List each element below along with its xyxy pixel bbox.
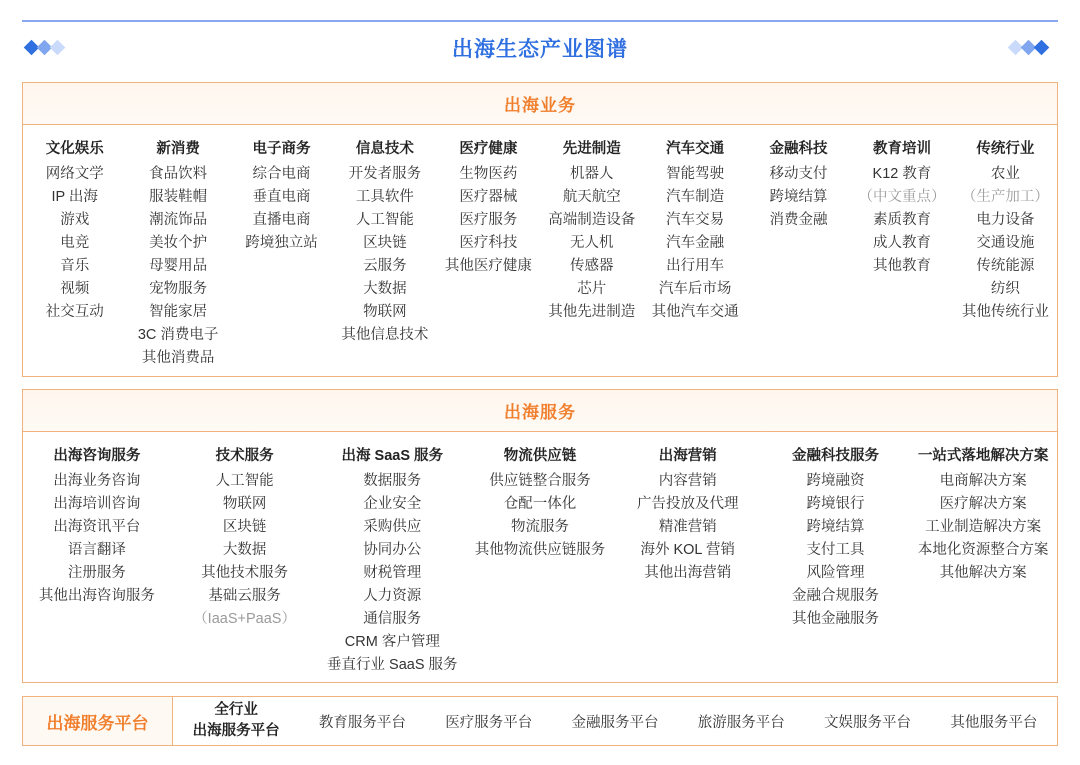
category-item: 采购供应	[363, 519, 422, 535]
platform-items	[173, 697, 1057, 745]
category-item: 其他教育	[872, 258, 931, 274]
category-item: 出海业务咨询	[53, 473, 141, 489]
category-heading: 新消费	[156, 141, 200, 157]
category-item: 医疗器械	[459, 189, 518, 205]
category-item: 视频	[60, 281, 90, 297]
category-item: 智能家居	[149, 304, 208, 320]
services-columns	[23, 432, 1057, 677]
category-heading: 物流供应链	[503, 448, 577, 464]
category-item-note: （IaaS+PaaS）	[193, 611, 296, 627]
category-item: 芯片	[577, 281, 607, 297]
category-item: 工业制造解决方案	[925, 519, 1042, 535]
category-heading: 出海咨询服务	[53, 448, 141, 464]
category-item: 基础云服务	[208, 588, 281, 604]
category-item: 医疗科技	[459, 235, 518, 251]
category-item: 出海培训咨询	[53, 496, 141, 512]
category-item: 物联网	[222, 496, 267, 512]
category-item: 通信服务	[363, 611, 422, 627]
category-item: 消费金融	[769, 212, 828, 228]
category-item: 仓配一体化	[503, 496, 577, 512]
category-item: 协同办公	[363, 542, 422, 558]
category-column	[954, 135, 1057, 370]
business-columns	[23, 125, 1057, 370]
category-heading: 文化娱乐	[45, 141, 104, 157]
category-item: 出海资讯平台	[53, 519, 141, 535]
category-item: 云服务	[363, 258, 407, 274]
category-column	[437, 135, 540, 370]
category-item: 网络文学	[45, 166, 104, 182]
category-item: 生物医药	[459, 166, 518, 182]
category-item-note: （中文重点）	[858, 189, 946, 205]
category-item: 航天航空	[562, 189, 621, 205]
category-column	[466, 442, 614, 677]
category-item: 风险管理	[806, 565, 865, 581]
category-item: 金融合规服务	[791, 588, 879, 604]
business-section-header	[23, 83, 1057, 125]
header-rule	[22, 20, 1058, 22]
platform-section	[22, 696, 1058, 746]
platform-item: 其他服务平台	[950, 714, 1038, 731]
business-section	[22, 82, 1058, 377]
category-item: 跨境独立站	[245, 235, 318, 251]
category-item: 机器人	[569, 166, 614, 182]
category-heading: 教育培训	[872, 141, 931, 157]
category-column	[850, 135, 953, 370]
category-item: 跨境银行	[806, 496, 865, 512]
category-item: 语言翻译	[67, 542, 126, 558]
category-item: 汽车金融	[666, 235, 725, 251]
category-item: 人工智能	[215, 473, 274, 489]
category-item: 数据服务	[363, 473, 422, 489]
category-item: 汽车制造	[666, 189, 725, 205]
category-item: 海外 KOL 营销	[640, 542, 735, 558]
category-column	[614, 442, 762, 677]
category-item: K12 教育	[872, 166, 932, 182]
category-item: 直播电商	[252, 212, 311, 228]
category-item: 素质教育	[872, 212, 931, 228]
category-column	[23, 135, 126, 370]
category-item: 美妆个护	[149, 235, 208, 251]
category-item: 精准营销	[658, 519, 717, 535]
business-section-title: 出海业务	[504, 96, 576, 115]
category-item: 其他汽车交通	[651, 304, 739, 320]
category-item: 其他传统行业	[961, 304, 1049, 320]
category-column	[318, 442, 466, 677]
category-item: 游戏	[60, 212, 90, 228]
category-item: 音乐	[60, 258, 90, 274]
category-item: CRM 客户管理	[344, 634, 440, 650]
category-item: 母婴用品	[149, 258, 208, 274]
category-column	[333, 135, 436, 370]
category-item: 广告投放及代理	[636, 496, 739, 512]
category-heading: 一站式落地解决方案	[917, 448, 1049, 464]
category-item: 3C 消费电子	[137, 327, 219, 343]
category-column	[540, 135, 643, 370]
category-heading: 电子商务	[252, 141, 311, 157]
category-column	[643, 135, 746, 370]
category-heading: 先进制造	[562, 141, 621, 157]
diamond-decoration-right	[1010, 41, 1047, 53]
category-item: 其他解决方案	[939, 565, 1027, 581]
category-item: 垂直电商	[252, 189, 311, 205]
category-item: 综合电商	[252, 166, 311, 182]
category-column	[23, 442, 171, 677]
category-item: 跨境结算	[769, 189, 828, 205]
category-item: 大数据	[222, 542, 267, 558]
category-item: 医疗服务	[459, 212, 518, 228]
category-item: 电竞	[60, 235, 90, 251]
category-item: 跨境融资	[806, 473, 865, 489]
category-item: 本地化资源整合方案	[917, 542, 1049, 558]
category-item: 其他金融服务	[791, 611, 879, 627]
category-item: 无人机	[569, 235, 614, 251]
category-item: 其他信息技术	[341, 327, 429, 343]
platform-item-all-industries	[173, 700, 299, 742]
category-heading: 医疗健康	[459, 141, 518, 157]
page-title: 出海生态产业图谱	[452, 38, 628, 61]
category-item: 智能驾驶	[666, 166, 725, 182]
category-item: 注册服务	[67, 565, 126, 581]
services-section	[22, 389, 1058, 683]
category-item: 移动支付	[769, 166, 828, 182]
category-item: 大数据	[363, 281, 407, 297]
platform-item: 医疗服务平台	[445, 714, 533, 731]
category-item: 电力设备	[976, 212, 1035, 228]
platform-item-line: 出海服务平台	[192, 723, 280, 739]
category-column	[909, 442, 1057, 677]
category-item: 农业	[990, 166, 1020, 182]
category-item-note: （生产加工）	[961, 189, 1049, 205]
category-column	[747, 135, 850, 370]
category-heading: 金融科技服务	[791, 448, 879, 464]
category-column	[230, 135, 333, 370]
platform-section-title: 出海服务平台	[23, 697, 173, 745]
category-column	[171, 442, 319, 677]
category-item: 垂直行业 SaaS 服务	[327, 657, 458, 673]
category-heading: 汽车交通	[666, 141, 725, 157]
category-item: 高端制造设备	[548, 212, 636, 228]
category-item: 医疗解决方案	[939, 496, 1027, 512]
category-item: 支付工具	[806, 542, 865, 558]
category-item: 其他出海营销	[644, 565, 732, 581]
category-column	[762, 442, 910, 677]
category-heading: 出海营销	[658, 448, 717, 464]
category-item: 服装鞋帽	[149, 189, 208, 205]
platform-item-line: 全行业	[214, 702, 258, 718]
category-item: 区块链	[363, 235, 407, 251]
category-item: 企业安全	[363, 496, 422, 512]
category-column	[126, 135, 229, 370]
category-item: 其他医疗健康	[444, 258, 532, 274]
category-item: 其他出海咨询服务	[38, 588, 155, 604]
category-item: 物联网	[363, 304, 407, 320]
category-heading: 传统行业	[976, 141, 1035, 157]
category-heading: 金融科技	[769, 141, 828, 157]
services-section-header	[23, 390, 1057, 432]
category-item: 其他技术服务	[201, 565, 289, 581]
category-item: IP 出海	[51, 189, 98, 205]
platform-item: 文娱服务平台	[824, 714, 912, 731]
category-item: 纺织	[990, 281, 1020, 297]
category-item: 交通设施	[976, 235, 1035, 251]
category-item: 传统能源	[976, 258, 1035, 274]
category-item: 食品饮料	[149, 166, 208, 182]
platform-item: 教育服务平台	[318, 714, 406, 731]
category-item: 电商解决方案	[939, 473, 1027, 489]
category-item: 区块链	[222, 519, 267, 535]
category-item: 跨境结算	[806, 519, 865, 535]
category-item: 汽车交易	[666, 212, 725, 228]
category-item: 人工智能	[355, 212, 414, 228]
category-item: 财税管理	[363, 565, 422, 581]
category-item: 社交互动	[45, 304, 104, 320]
category-item: 出行用车	[666, 258, 725, 274]
category-item: 其他消费品	[141, 350, 215, 366]
platform-item: 金融服务平台	[571, 714, 659, 731]
category-item: 宠物服务	[149, 281, 208, 297]
category-item: 潮流饰品	[149, 212, 208, 228]
category-heading: 出海 SaaS 服务	[341, 448, 444, 464]
category-item: 工具软件	[355, 189, 414, 205]
category-item: 物流服务	[511, 519, 570, 535]
platform-item: 旅游服务平台	[697, 714, 785, 731]
services-section-title: 出海服务	[504, 403, 576, 422]
category-item: 开发者服务	[348, 166, 422, 182]
category-heading: 信息技术	[355, 141, 414, 157]
category-item: 其他物流供应链服务	[474, 542, 606, 558]
category-item: 人力资源	[363, 588, 422, 604]
category-item: 传感器	[569, 258, 614, 274]
category-item: 内容营销	[658, 473, 717, 489]
category-item: 成人教育	[872, 235, 931, 251]
category-item: 供应链整合服务	[489, 473, 591, 489]
category-item: 汽车后市场	[658, 281, 732, 297]
category-item: 其他先进制造	[548, 304, 636, 320]
category-heading: 技术服务	[215, 448, 274, 464]
